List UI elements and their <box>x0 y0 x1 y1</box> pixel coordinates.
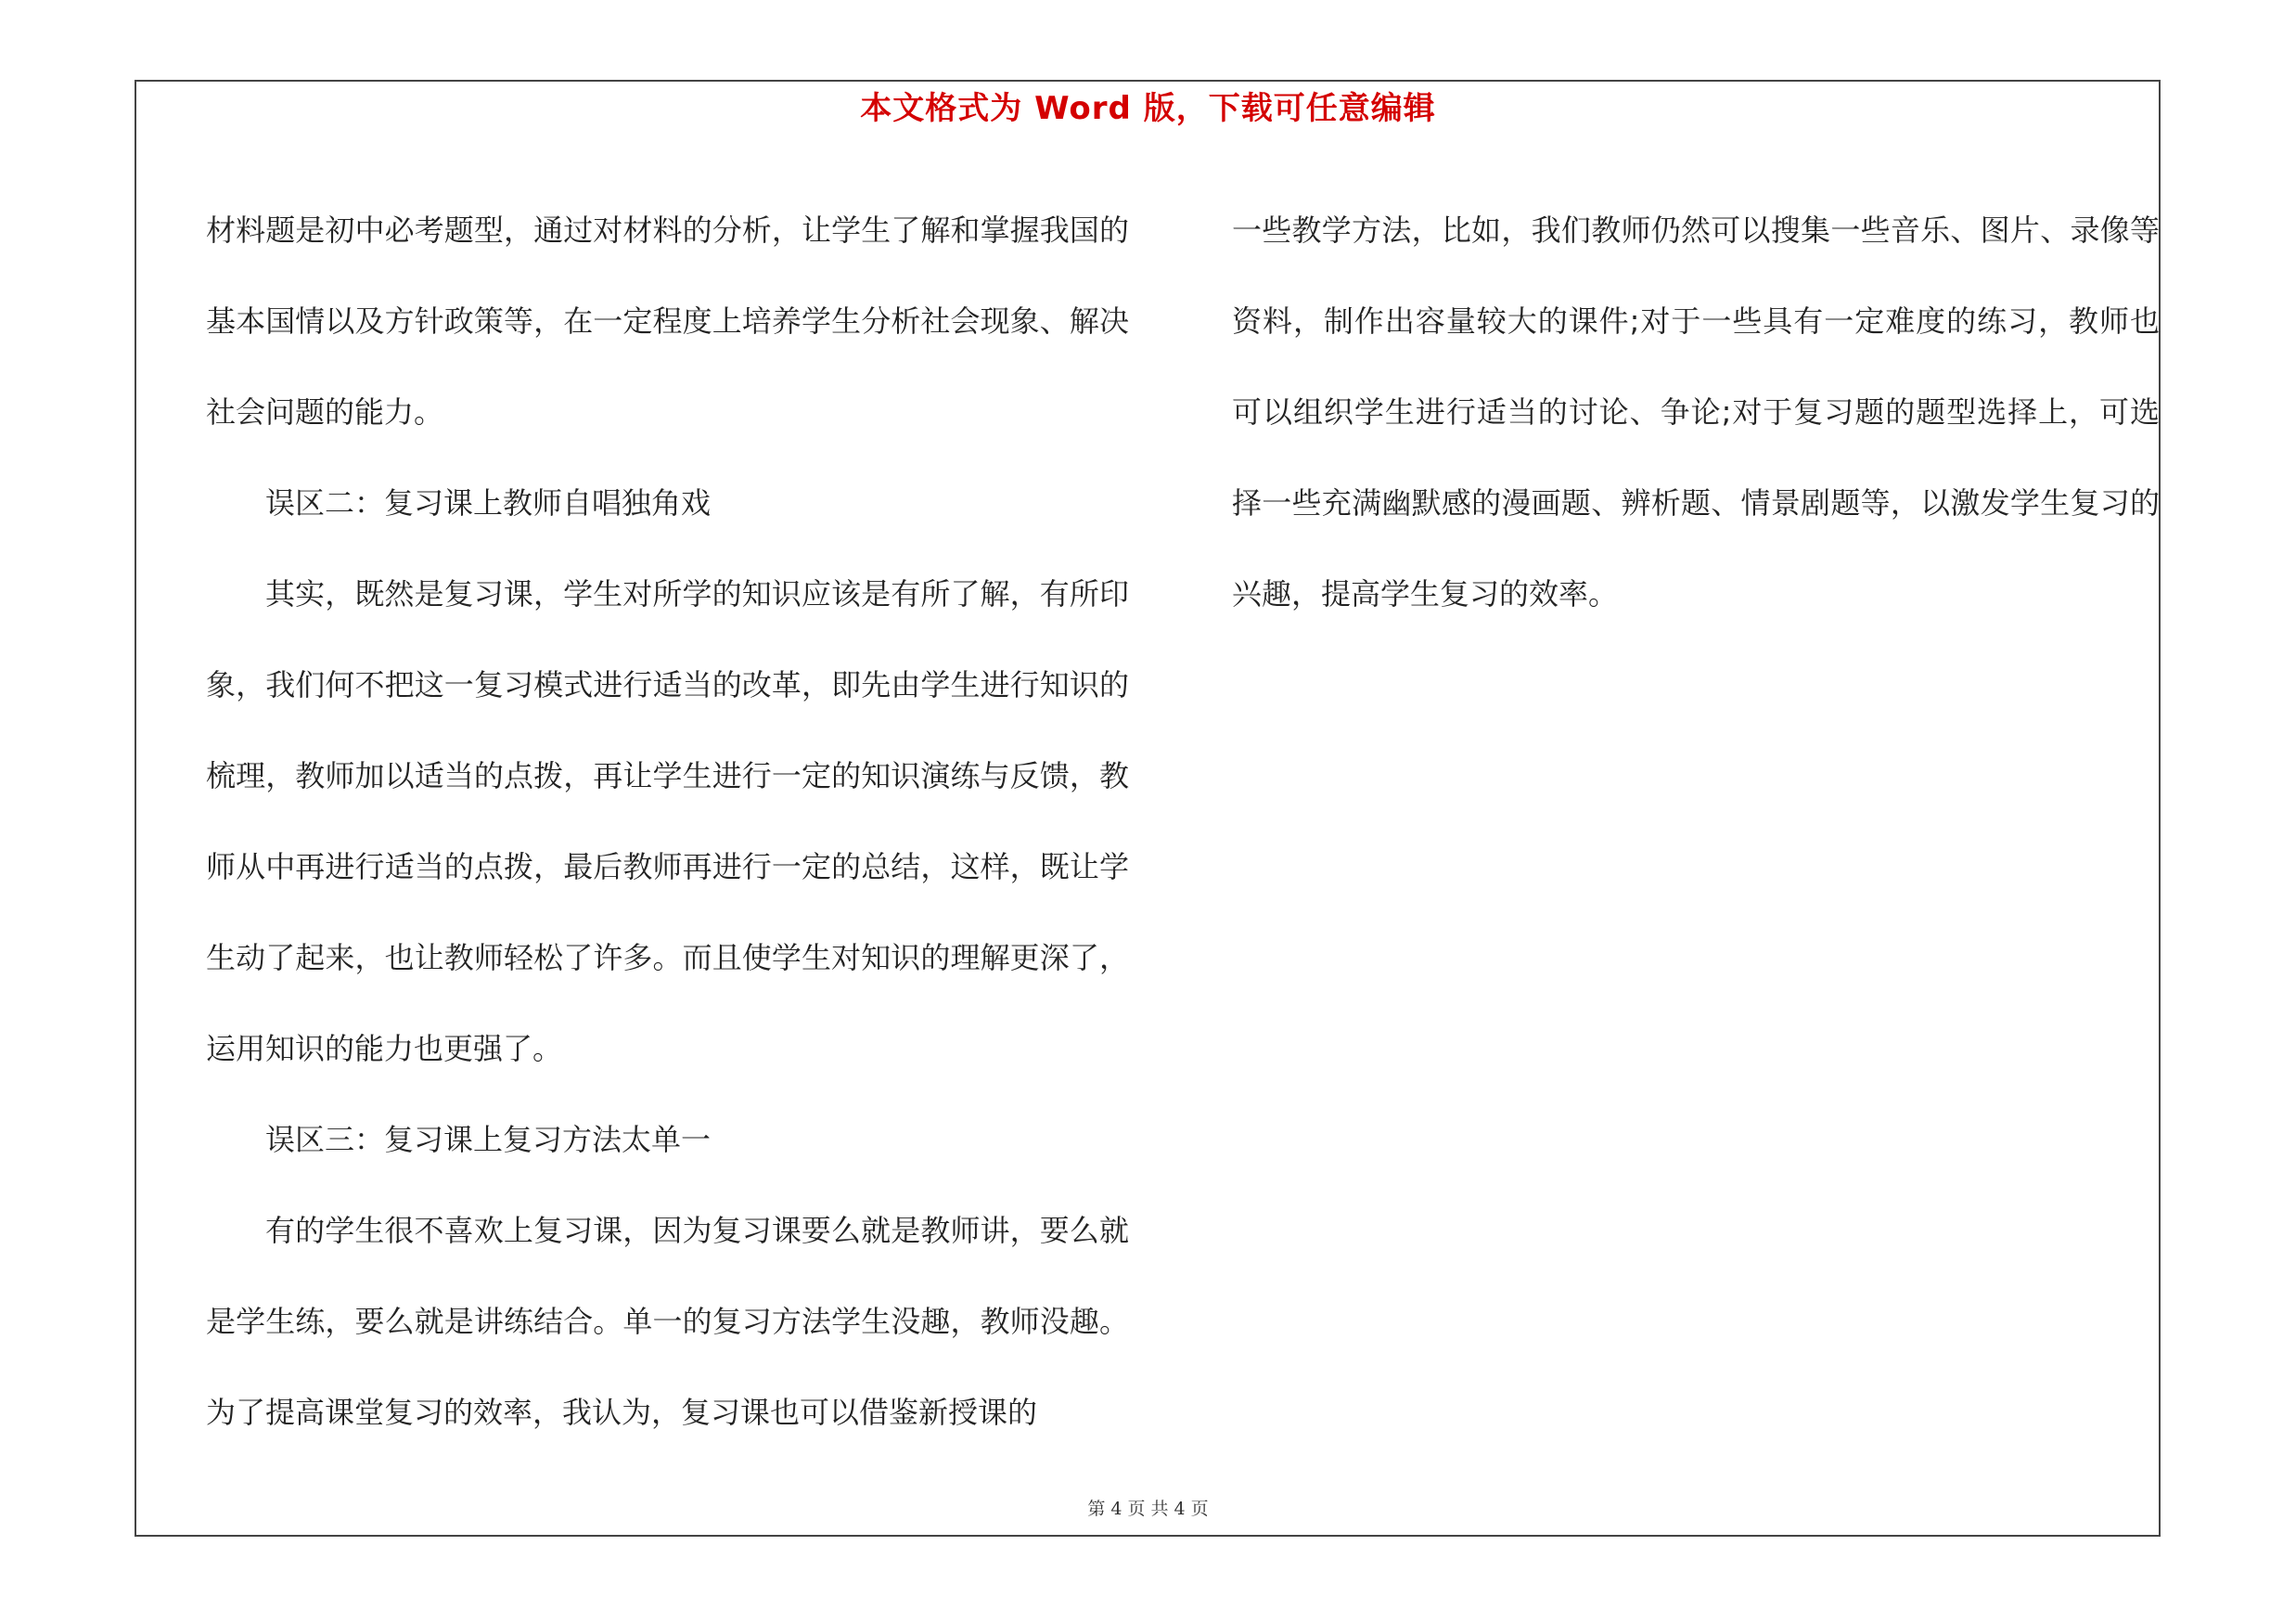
page-number: 第 4 页 共 4 页 <box>1087 1499 1209 1519</box>
heading-misconception-two: 误区二：复习课上教师自唱独角戏 <box>265 485 712 521</box>
format-banner: 本文格式为 Word 版，下载可任意编辑 <box>860 90 1436 127</box>
paragraph-review-reform: 其实，既然是复习课，学生对所学的知识应该是有所了解，有所印象，我们何不把这一复习模式进行适当的改革，即先由学生进行知识的梳理，教师加以适当的点拨，再让学生进行一定的知识演练与反馈，教师从中再进行适当的点拨，最后教师再进行一定的总结，这样，既让学生动了起来，也让教师轻松了许多。而且使学生对知识的理解更深了，运用知识的能力也更强了。 <box>206 576 1129 1066</box>
heading-misconception-three: 误区三：复习课上复习方法太单一 <box>265 1122 712 1157</box>
paragraph-teaching-methods: 一些教学方法，比如，我们教师仍然可以搜集一些音乐、图片、录像等资料，制作出容量较大的课件;对于一些具有一定难度的练习，教师也可以组织学生进行适当的讨论、争论;对于复习题的题型选择上，可选择一些充满幽默感的漫画题、辨析题、情景剧题等，以激发学生复习的兴趣，提高学生复习的效率。 <box>1232 213 2160 612</box>
paragraph-single-method: 有的学生很不喜欢上复习课，因为复习课要么就是教师讲，要么就是学生练，要么就是讲练结合。单一的复习方法学生没趣，教师没趣。为了提高课堂复习的效率，我认为，复习课也可以借鉴新授课的 <box>206 1213 1129 1430</box>
paragraph-material-questions: 材料题是初中必考题型，通过对材料的分析，让学生了解和掌握我国的基本国情以及方针政策等，在一定程度上培养学生分析社会现象、解决社会问题的能力。 <box>206 213 1129 430</box>
left-column <box>206 185 1129 1458</box>
right-column <box>1232 185 2160 639</box>
